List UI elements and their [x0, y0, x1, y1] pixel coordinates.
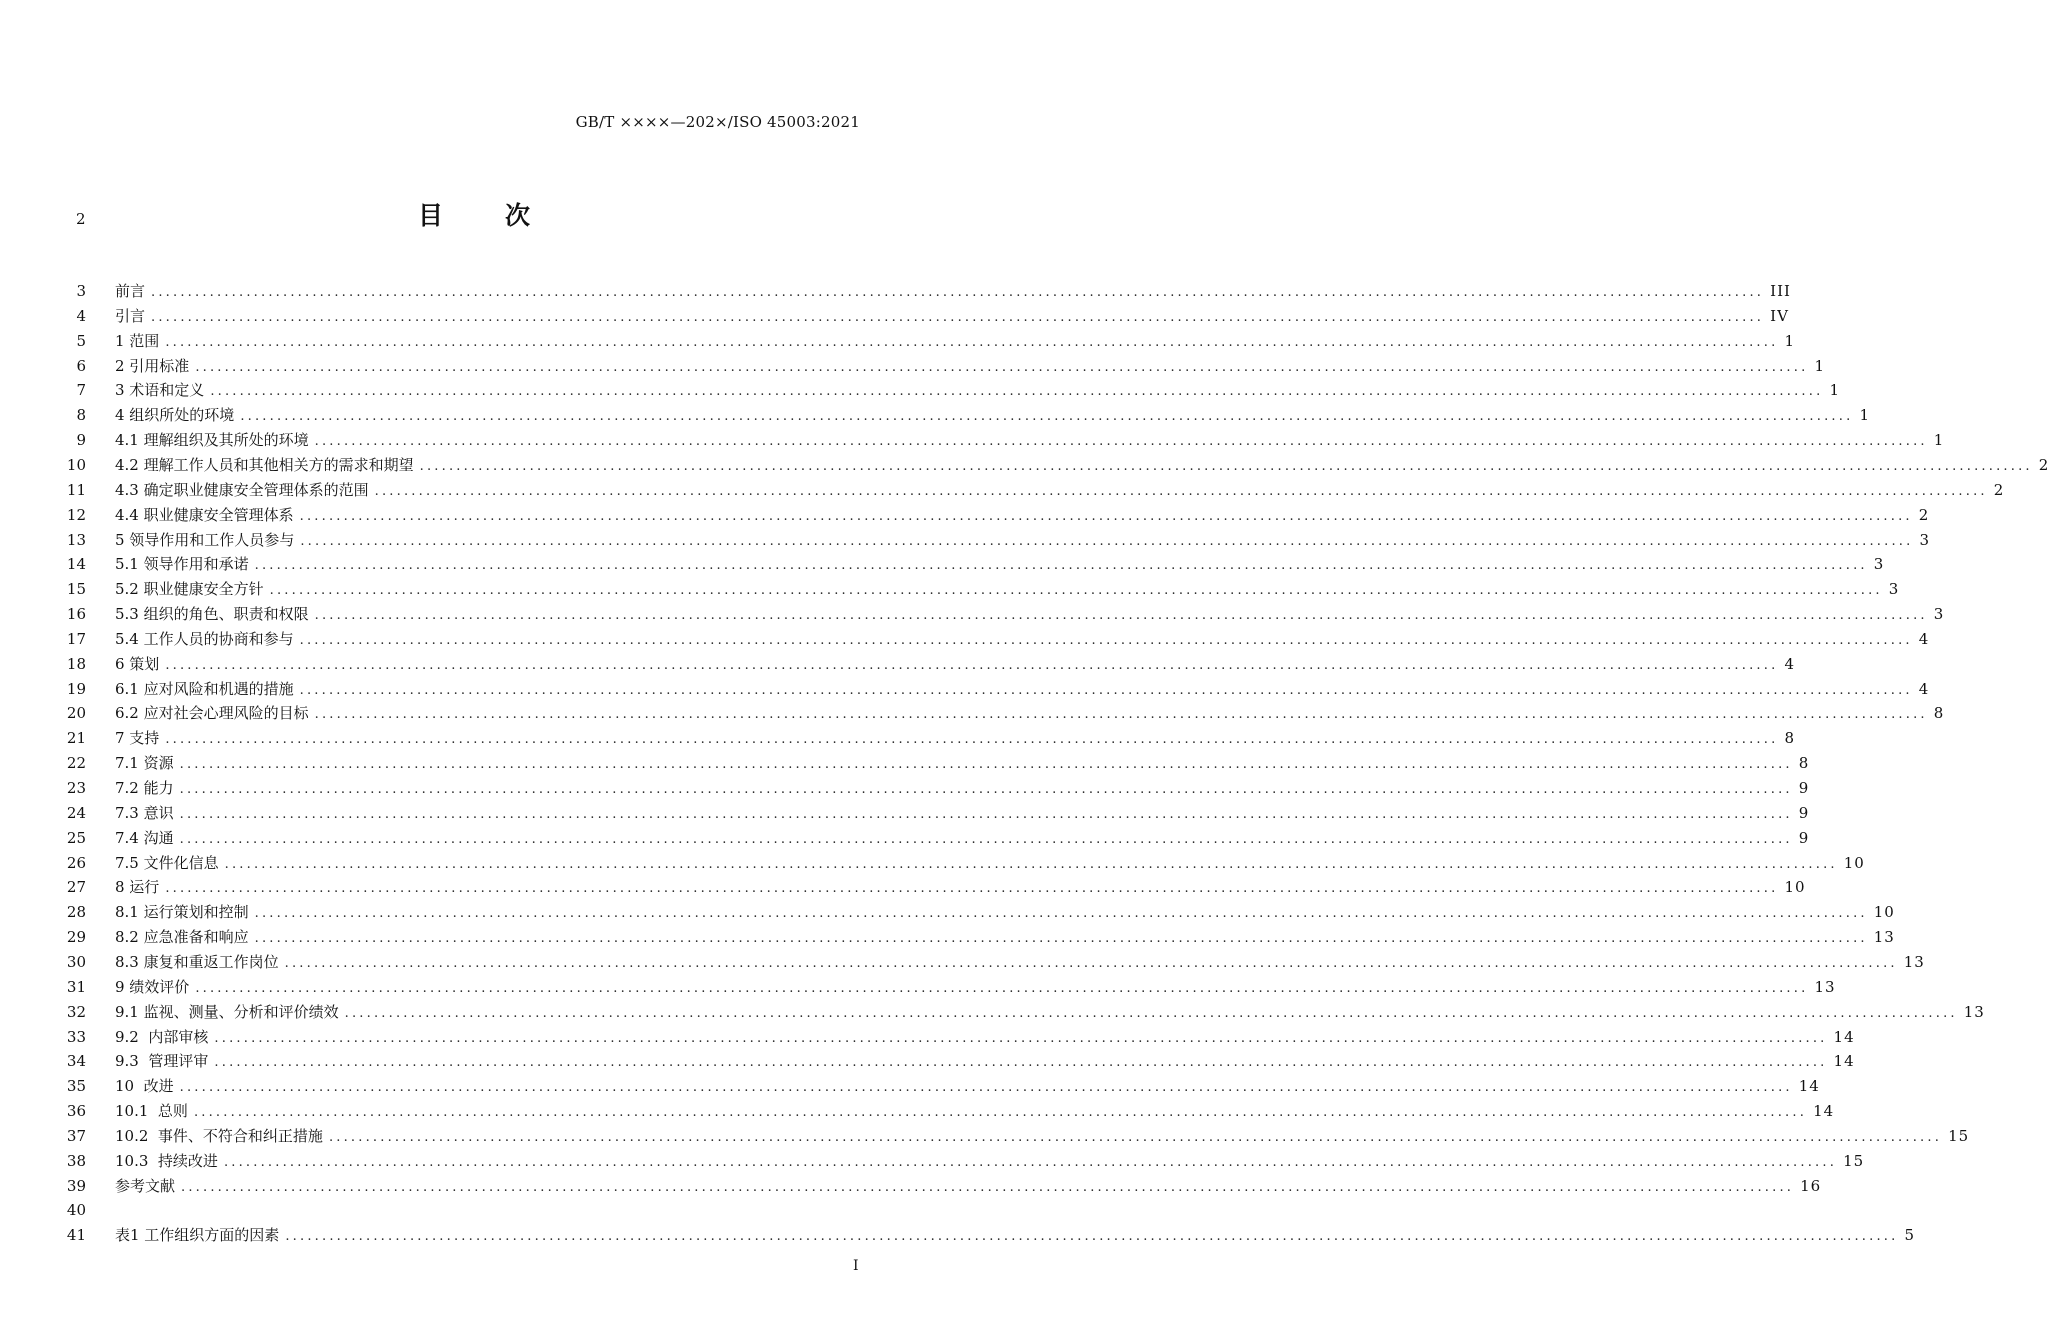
- toc-entry[interactable]: [115, 529, 1930, 553]
- toc-entry[interactable]: [115, 1100, 1835, 1124]
- toc-row: [0, 429, 1945, 451]
- toc-entry[interactable]: [115, 852, 1865, 876]
- toc-leader-dots: ............................................................................................................................................................................................................................: [165, 732, 1779, 748]
- toc-entry[interactable]: [115, 454, 2049, 478]
- toc-entry[interactable]: [115, 578, 1900, 602]
- toc-entry-label: 9.3 管理评审: [115, 1052, 209, 1071]
- toc-entry-label: 前言: [115, 282, 146, 300]
- toc-entry[interactable]: [115, 1125, 1970, 1149]
- line-number: 36: [66, 1102, 86, 1121]
- toc-entry-label: 10 改进: [115, 1077, 174, 1096]
- toc-leader-dots: ............................................................................................................................................................................................................................: [193, 1105, 1808, 1121]
- toc-row: [0, 553, 1885, 575]
- line-number: 10: [66, 455, 86, 474]
- toc-leader-dots: ............................................................................................................................................................................................................................: [151, 285, 1765, 300]
- toc-entry-label: 9.1 监视、测量、分析和评价绩效: [115, 1002, 339, 1021]
- toc-entry-label: 8.2 应急准备和响应: [115, 928, 249, 947]
- line-number: 9: [76, 431, 86, 450]
- toc-leader-dots: ............................................................................................................................................................................................................................: [344, 1005, 1958, 1021]
- line-number: 6: [76, 356, 86, 375]
- toc-entry[interactable]: [115, 1175, 1822, 1199]
- toc-leader-dots: ............................................................................................................................................................................................................................: [254, 906, 1868, 922]
- line-number: 30: [66, 952, 86, 971]
- toc-entry-label: 8 运行: [115, 878, 160, 897]
- line-number: 27: [66, 878, 86, 897]
- line-number: 40: [66, 1201, 86, 1220]
- toc-entry[interactable]: [115, 305, 1789, 329]
- line-number: 4: [76, 306, 86, 325]
- toc-entry-page: 5: [1904, 1226, 1915, 1245]
- toc-entry-page: 1: [1784, 331, 1795, 350]
- toc-entry-label: 7 支持: [115, 729, 160, 748]
- toc-entry-page: 1: [1829, 381, 1840, 400]
- toc-entry[interactable]: [115, 479, 2005, 503]
- toc-entry-label: 4 组织所处的环境: [115, 406, 235, 425]
- toc-entry-page: 13: [1873, 928, 1895, 947]
- toc-leader-dots: ............................................................................................................................................................................................................................: [374, 483, 1988, 499]
- header-standard-code: GB/T ××××—202×/ISO 45003:2021: [575, 113, 860, 131]
- toc-entry-page: 1: [1814, 356, 1825, 375]
- toc-entry-page: 4: [1918, 629, 1930, 648]
- toc-row: [0, 379, 1840, 401]
- toc-row: [0, 951, 1925, 973]
- toc-leader-dots: ............................................................................................................................................................................................................................: [419, 458, 2033, 474]
- toc-entry-label: 4.4 职业健康安全管理体系: [115, 505, 294, 524]
- toc-leader-dots: ............................................................................................................................................................................................................................: [254, 558, 1868, 574]
- line-number: 39: [66, 1176, 86, 1195]
- toc-entry-label: 5.1 领导作用和承诺: [115, 555, 249, 574]
- toc-entry-label: 6.1 应对风险和机遇的措施: [115, 679, 294, 698]
- line-number: 3: [76, 282, 86, 300]
- toc-entry[interactable]: [115, 379, 1840, 403]
- toc-entry-label: 2 引用标准: [115, 356, 190, 375]
- line-number: 13: [66, 530, 86, 549]
- toc-entry-label: 5 领导作用和工作人员参与: [115, 530, 295, 549]
- toc-entry-label: 5.4 工作人员的协商和参与: [115, 629, 294, 648]
- toc-leader-dots: ............................................................................................................................................................................................................................: [299, 508, 1913, 524]
- line-number: 15: [66, 580, 86, 599]
- toc-entry[interactable]: [115, 678, 1930, 702]
- toc-entry-page: 1: [1933, 431, 1945, 450]
- toc-row: [0, 1050, 1855, 1072]
- toc-leader-dots: ............................................................................................................................................................................................................................: [314, 608, 1928, 624]
- toc-entry-page: 2: [1918, 505, 1930, 524]
- toc-entry-page: 13: [1903, 952, 1925, 971]
- toc-entry-page: 14: [1813, 1102, 1835, 1121]
- toc-entry-label: 4.2 理解工作人员和其他相关方的需求和期望: [115, 455, 414, 474]
- toc-row: [0, 1001, 1985, 1023]
- toc-leader-dots: ............................................................................................................................................................................................................................: [224, 856, 1838, 872]
- line-number: 32: [66, 1002, 86, 1021]
- toc-entry-label: 5.3 组织的角色、职责和权限: [115, 605, 309, 624]
- line-number: 34: [66, 1052, 86, 1071]
- line-number: 5: [76, 331, 86, 350]
- toc-leader-dots: ............................................................................................................................................................................................................................: [195, 359, 1809, 375]
- line-number: 28: [66, 903, 86, 922]
- toc-entry-page: 15: [1843, 1151, 1865, 1170]
- toc-row: [0, 1175, 1822, 1197]
- toc-row: [0, 926, 1895, 948]
- toc-entry[interactable]: [115, 280, 1791, 304]
- toc-entry-page: 14: [1798, 1077, 1820, 1096]
- toc-row: [0, 1199, 950, 1221]
- toc-row: [0, 777, 1810, 799]
- toc-leader-dots: ............................................................................................................................................................................................................................: [269, 583, 1883, 599]
- toc-leader-dots: ............................................................................................................................................................................................................................: [210, 384, 1824, 400]
- toc-entry[interactable]: [115, 1075, 1820, 1099]
- line-number: 17: [66, 629, 86, 648]
- toc-entry-label: 8.3 康复和重返工作岗位: [115, 952, 279, 971]
- toc-row: [0, 1075, 1820, 1097]
- toc-row: [0, 280, 1791, 302]
- toc-entry-page: 14: [1833, 1027, 1855, 1046]
- toc-entry[interactable]: [115, 827, 1810, 851]
- toc-entry-page: III: [1770, 282, 1791, 300]
- toc-leader-dots: ............................................................................................................................................................................................................................: [240, 409, 1854, 425]
- toc-leader-dots: ............................................................................................................................................................................................................................: [179, 782, 1793, 797]
- toc-row: [0, 1100, 1835, 1122]
- line-number: 16: [66, 605, 86, 624]
- toc-row: [0, 1224, 1915, 1246]
- toc-row: [0, 802, 1810, 824]
- line-number: 22: [66, 754, 86, 773]
- line-number: 11: [66, 480, 86, 499]
- toc-entry[interactable]: [115, 330, 1795, 354]
- toc-row: [0, 529, 1930, 551]
- line-number: 20: [66, 704, 86, 723]
- toc-row: [0, 1026, 1855, 1048]
- toc-entry-label: 4.1 理解组织及其所处的环境: [115, 431, 309, 450]
- toc-entry-page: IV: [1770, 306, 1789, 325]
- toc-entry[interactable]: [115, 802, 1810, 826]
- toc-entry-label: 表1 工作组织方面的因素: [115, 1226, 280, 1245]
- toc-entry-page: 3: [1888, 580, 1900, 599]
- toc-leader-dots: ............................................................................................................................................................................................................................: [254, 931, 1868, 947]
- toc-leader-dots: ............................................................................................................................................................................................................................: [284, 955, 1898, 971]
- toc-entry[interactable]: [115, 876, 1806, 900]
- toc-leader-dots: ............................................................................................................................................................................................................................: [165, 657, 1779, 673]
- toc-entry-page: 10: [1843, 853, 1865, 872]
- toc-leader-dots: ............................................................................................................................................................................................................................: [299, 682, 1913, 698]
- toc-leader-dots: ............................................................................................................................................................................................................................: [165, 334, 1779, 350]
- toc-entry-label: 9 绩效评价: [115, 977, 190, 996]
- toc-entry-label: 9.2 内部审核: [115, 1027, 209, 1046]
- toc-leader-dots: ............................................................................................................................................................................................................................: [181, 1179, 1795, 1195]
- toc-entry[interactable]: [115, 1150, 1865, 1174]
- toc-entry-page: 10: [1873, 903, 1895, 922]
- toc-leader-dots: ............................................................................................................................................................................................................................: [300, 533, 1914, 549]
- toc-entry-label: 7.2 能力: [115, 779, 174, 797]
- toc-entry[interactable]: [115, 504, 1930, 528]
- toc-entry-page: 1: [1859, 406, 1870, 425]
- toc-entry[interactable]: [115, 1026, 1855, 1050]
- toc-entry-page: 2: [1993, 480, 2005, 499]
- line-number: 35: [66, 1077, 86, 1096]
- toc-entry-label: 1 范围: [115, 331, 160, 350]
- toc-leader-dots: ............................................................................................................................................................................................................................: [179, 757, 1793, 773]
- toc-entry[interactable]: [115, 1224, 1915, 1248]
- toc-entry-page: 8: [1784, 729, 1795, 748]
- toc-row: [0, 653, 1795, 675]
- toc-entry[interactable]: [115, 777, 1810, 801]
- toc-leader-dots: ............................................................................................................................................................................................................................: [214, 1030, 1828, 1046]
- line-number: 37: [66, 1126, 86, 1145]
- toc-entry[interactable]: [115, 429, 1945, 453]
- toc-entry-page: 3: [1933, 605, 1945, 624]
- toc-row: [0, 355, 1825, 377]
- toc-row: [0, 752, 1810, 774]
- line-number: 26: [66, 853, 86, 872]
- title-line-number: 2: [76, 210, 86, 228]
- line-number: 12: [66, 505, 86, 524]
- toc-entry-label: 6 策划: [115, 654, 160, 673]
- line-number: 8: [76, 406, 86, 425]
- toc-entry-page: 3: [1919, 530, 1930, 549]
- toc-entry-label: 参考文献: [115, 1176, 176, 1195]
- line-number: 33: [66, 1027, 86, 1046]
- toc-title: [0, 196, 950, 232]
- toc-entry-label: 7.3 意识: [115, 803, 174, 822]
- toc-entry-page: 8: [1933, 704, 1945, 723]
- toc-leader-dots: ............................................................................................................................................................................................................................: [179, 831, 1793, 847]
- toc-row: [0, 454, 2049, 476]
- toc-entry[interactable]: [115, 1050, 1855, 1074]
- toc-entry-page: 13: [1814, 977, 1836, 996]
- toc-entry[interactable]: [115, 404, 1870, 428]
- line-number: 29: [66, 928, 86, 947]
- toc-entry[interactable]: [115, 628, 1930, 652]
- toc-entry[interactable]: [115, 752, 1810, 776]
- toc-row: [0, 901, 1895, 923]
- line-number: 31: [66, 977, 86, 996]
- toc-row: [0, 330, 1795, 352]
- toc-entry-page: 9: [1798, 779, 1810, 797]
- toc-leader-dots: ............................................................................................................................................................................................................................: [328, 1129, 1943, 1145]
- toc-entry-page: 9: [1798, 828, 1810, 847]
- line-number: 38: [66, 1151, 86, 1170]
- toc-row: [0, 727, 1795, 749]
- toc-row: [0, 404, 1870, 426]
- toc-leader-dots: ............................................................................................................................................................................................................................: [195, 980, 1809, 996]
- toc-entry[interactable]: [115, 355, 1825, 379]
- toc-row: [0, 479, 2005, 501]
- toc-entry-page: 3: [1873, 555, 1885, 574]
- toc-row: [0, 1150, 1865, 1172]
- line-number: 19: [66, 679, 86, 698]
- toc-leader-dots: ............................................................................................................................................................................................................................: [314, 707, 1928, 723]
- toc-entry-page: 9: [1798, 803, 1810, 822]
- toc-leader-dots: ............................................................................................................................................................................................................................: [314, 434, 1928, 450]
- toc-entry[interactable]: [115, 1001, 1985, 1025]
- toc-entry-label: 4.3 确定职业健康安全管理体系的范围: [115, 480, 369, 499]
- toc-entry[interactable]: [115, 727, 1795, 751]
- toc-entry-page: 2: [2038, 455, 2049, 474]
- line-number: 18: [66, 654, 86, 673]
- toc-row: [0, 603, 1945, 625]
- toc-title-char-1: 目: [417, 201, 445, 230]
- toc-entry-page: 16: [1800, 1176, 1822, 1195]
- toc-entry-label: 10.3 持续改进: [115, 1151, 218, 1170]
- toc-entry-label: 10.1 总则: [115, 1102, 188, 1121]
- line-number: 23: [66, 779, 86, 797]
- toc-row: [0, 578, 1900, 600]
- toc-leader-dots: ............................................................................................................................................................................................................................: [214, 1055, 1828, 1071]
- toc-entry-page: 4: [1918, 679, 1930, 698]
- toc-entry[interactable]: [115, 951, 1925, 975]
- toc-leader-dots: ............................................................................................................................................................................................................................: [179, 1080, 1793, 1096]
- toc-entry-label: 7.1 资源: [115, 754, 174, 773]
- page-number: I: [853, 1258, 859, 1274]
- line-number: 24: [66, 803, 86, 822]
- toc-entry-label: 引言: [115, 306, 146, 325]
- line-number: 25: [66, 828, 86, 847]
- toc-entry-label: 7.4 沟通: [115, 828, 174, 847]
- toc-leader-dots: ............................................................................................................................................................................................................................: [151, 309, 1765, 325]
- toc-entry[interactable]: [115, 976, 1836, 1000]
- toc-leader-dots: ............................................................................................................................................................................................................................: [299, 632, 1913, 648]
- toc-entry-label: 6.2 应对社会心理风险的目标: [115, 704, 309, 723]
- toc-leader-dots: ............................................................................................................................................................................................................................: [165, 881, 1779, 897]
- toc-entry[interactable]: [115, 901, 1895, 925]
- toc-entry-label: 8.1 运行策划和控制: [115, 903, 249, 922]
- toc-row: [0, 827, 1810, 849]
- toc-row: [0, 305, 1789, 327]
- toc-entry-label: 10.2 事件、不符合和纠正措施: [115, 1126, 323, 1145]
- toc-entry-page: 4: [1784, 654, 1795, 673]
- toc-entry-page: 8: [1798, 754, 1810, 773]
- toc-row: [0, 976, 1836, 998]
- toc-row: [0, 628, 1930, 650]
- toc-entry-page: 15: [1948, 1126, 1970, 1145]
- toc-entry-page: 14: [1833, 1052, 1855, 1071]
- toc-row: [0, 876, 1806, 898]
- line-number: 14: [66, 555, 86, 574]
- toc-row: [0, 852, 1865, 874]
- toc-row: [0, 702, 1945, 724]
- line-number: 41: [66, 1226, 86, 1245]
- toc-entry-page: 13: [1963, 1002, 1985, 1021]
- toc-entry-label: 7.5 文件化信息: [115, 853, 219, 872]
- toc-entry[interactable]: [115, 603, 1945, 627]
- toc-leader-dots: ............................................................................................................................................................................................................................: [285, 1229, 1899, 1245]
- toc-entry-page: 10: [1784, 878, 1806, 897]
- toc-row: [0, 504, 1930, 526]
- toc-entry-label: 5.2 职业健康安全方针: [115, 580, 264, 599]
- toc-leader-dots: ............................................................................................................................................................................................................................: [223, 1154, 1838, 1170]
- toc-entry[interactable]: [115, 653, 1795, 677]
- toc-title-char-2: 次: [505, 201, 533, 230]
- toc-row: [0, 678, 1930, 700]
- toc-entry[interactable]: [115, 702, 1945, 726]
- toc-entry[interactable]: [115, 926, 1895, 950]
- toc-entry-label: 3 术语和定义: [115, 381, 205, 400]
- toc-row: [0, 1125, 1970, 1147]
- toc-entry[interactable]: [115, 553, 1885, 577]
- toc-leader-dots: ............................................................................................................................................................................................................................: [179, 806, 1793, 822]
- line-number: 7: [76, 381, 86, 400]
- line-number: 21: [66, 729, 86, 748]
